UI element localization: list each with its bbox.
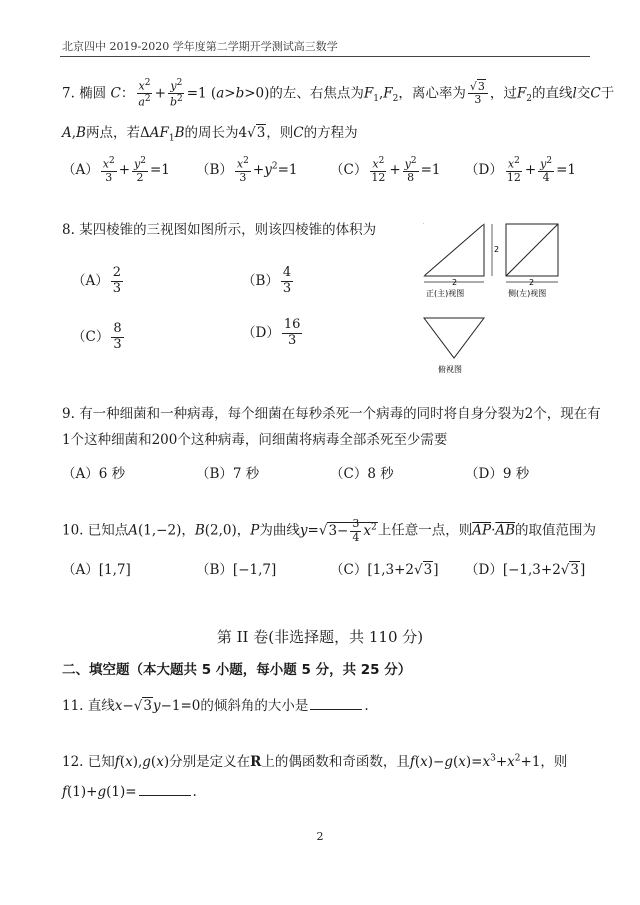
q8-number: 8.	[62, 222, 75, 238]
q9-option-c[interactable]: （C）8 秒	[330, 466, 394, 482]
q10-option-b[interactable]: （B）[−1,7]	[196, 562, 277, 578]
top-view	[424, 318, 484, 374]
front-height-dim: 2	[494, 245, 500, 254]
q12-line1: 12. 已知f(x),g(x)分别是定义在R上的偶函数和奇函数，且$f(x)-g(x)=x^3+x^2+1$，则	[62, 753, 568, 770]
q7-line1: 7. 椭圆 C： $\frac{x^2}{a^2}$ + $\frac{y^2}{b^2}$ =1 (a>b>0)的左、右焦点为$F_1,F_2$，离心率为 $\frac{√3}{3}$ ，过$F_2$的直线l交C于	[62, 78, 615, 109]
q9-line1: 9. 有一种细菌和一种病毒，每个细菌在每秒杀死一个病毒的同时将自身分裂为2个，现在有	[62, 406, 601, 422]
q11-answer-blank[interactable]	[310, 709, 362, 710]
side-view-label: 侧(左)视图	[508, 289, 547, 298]
q7-option-a[interactable]: （A） $\frac{x^2}{3}$ + $\frac{y^2}{2}$ =1	[62, 156, 170, 185]
q8-stem: 8. 某四棱锥的三视图如图所示，则该四棱锥的体积为	[62, 222, 377, 238]
front-view-label: 正(主)视图	[426, 289, 465, 298]
q7-option-c[interactable]: （C） $\frac{x^2}{12}$ + $\frac{y^2}{8}$ =1	[330, 156, 441, 185]
q8-option-b[interactable]: （B） $\frac{4}{3}$	[242, 265, 292, 296]
q7-number: 7.	[62, 85, 75, 102]
side-dim: 2	[529, 278, 535, 287]
top-view-label: 俯视图	[438, 365, 462, 374]
q8-option-c[interactable]: （C） $\frac{8}{3}$	[72, 321, 122, 352]
q9-line2: 1个这种细菌和200个这种病毒，问细菌将病毒全部杀死至少需要	[62, 432, 448, 448]
q8-option-a[interactable]: （A） $\frac{2}{3}$	[72, 265, 122, 296]
q9-option-a[interactable]: （A）6 秒	[62, 466, 126, 482]
q7-line2: A,B两点，若$\Delta AF_1B$的周长为4√3，则C的方程为	[62, 125, 358, 144]
q9-number: 9.	[62, 406, 75, 422]
q10-option-d[interactable]: （D）[−1,3+2√3]	[465, 562, 586, 578]
page-header: 北京四中 2019-2020 学年度第二学期开学测试高三数学	[62, 40, 338, 53]
q10-stem: 10. 已知点A(1,−2)，B(2,0)，P为曲线y=√3− $\frac{3}{4}$ $x^2$上任意一点，则$\overline{AP}\cdot\overline{AB}$的取值范围为	[62, 517, 597, 544]
q7-option-d[interactable]: （D） $\frac{x^2}{12}$ + $\frac{y^2}{4}$ =1	[465, 156, 576, 185]
q11-stem: 11. 直线x−√3y−1=0的倾斜角的大小是 .	[62, 698, 369, 714]
section-subtitle: 二、填空题（本大题共 5 小题，每小题 5 分，共 25 分）	[62, 662, 412, 678]
q8-option-d[interactable]: （D） $\frac{16}{3}$	[242, 317, 301, 348]
q9-option-d[interactable]: （D）9 秒	[465, 466, 530, 482]
q9-option-b[interactable]: （B）7 秒	[196, 466, 260, 482]
three-view-figure	[412, 222, 582, 382]
section-title: 第 II 卷(非选择题，共 110 分)	[216, 628, 424, 646]
page-number: 2	[316, 830, 324, 843]
q12-answer-blank[interactable]	[139, 795, 191, 796]
q10-option-a[interactable]: （A）[1,7]	[62, 562, 131, 578]
front-view	[424, 224, 499, 298]
q10-option-c[interactable]: （C）[1,3+2√3]	[330, 562, 439, 578]
q7-option-b[interactable]: （B） $\frac{x^2}{3}$ $+y^2=1$	[196, 156, 298, 185]
side-view	[506, 224, 558, 298]
header-divider	[60, 56, 590, 57]
q10-number: 10.	[62, 522, 84, 539]
q11-number: 11.	[62, 698, 84, 714]
front-dim: 2	[452, 278, 458, 287]
q12-number: 12.	[62, 754, 84, 770]
q12-line2: f(1)+g(1)= .	[62, 784, 197, 800]
